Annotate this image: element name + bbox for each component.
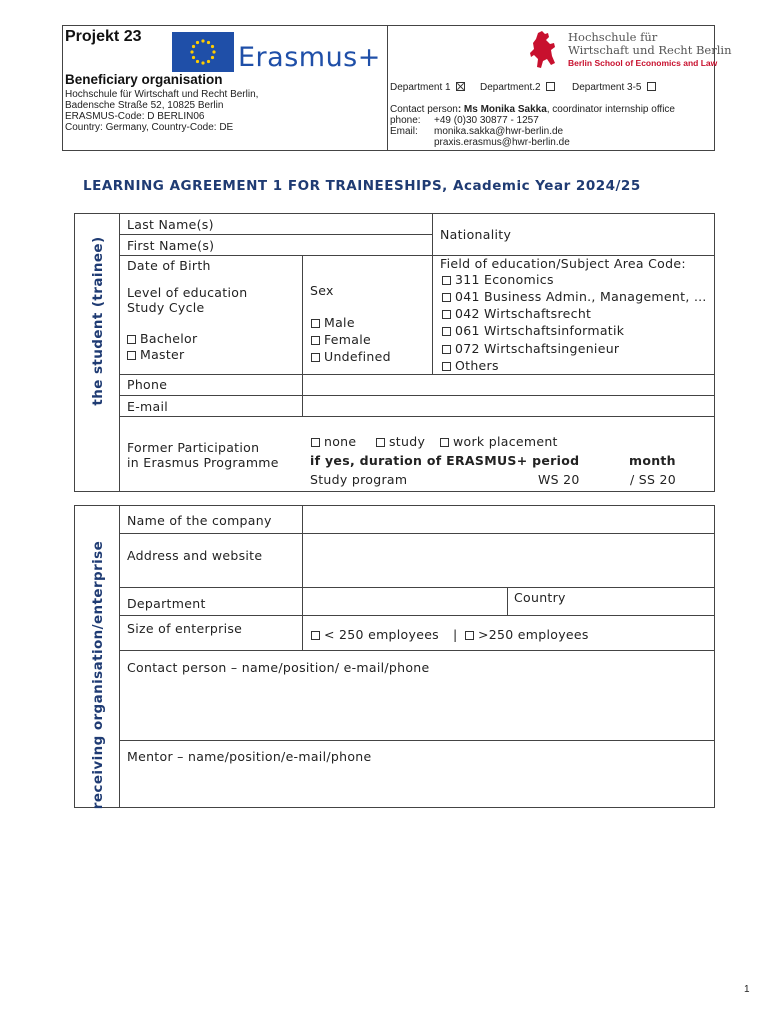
divider [120,587,714,588]
eu-flag-icon [172,32,234,72]
former-participation-label: Former Participation [127,440,260,455]
bachelor-label: Bachelor [140,331,198,346]
divider [120,650,714,651]
checkbox-icon [311,631,320,640]
duration-label: if yes, duration of ERASMUS+ period [310,453,580,468]
checkbox-icon [127,351,136,360]
female-checkbox[interactable] [311,332,371,347]
first-name-label: First Name(s) [127,238,215,253]
female-label: Female [324,332,371,347]
former-work-checkbox[interactable] [440,434,558,449]
checkbox-icon [311,336,320,345]
male-checkbox[interactable] [311,315,355,330]
bachelor-checkbox[interactable] [127,331,197,346]
work-placement-label: work placement [453,434,558,449]
field-label: 311 Economics [455,272,554,287]
checkbox-icon [311,353,320,362]
department-field[interactable] [304,589,506,614]
checkbox-icon [376,438,385,447]
divider [119,505,120,807]
beneficiary-line: Badensche Straße 52, 10825 Berlin [65,100,224,111]
divider [432,213,433,375]
hwr-name-line1: Hochschule für [568,30,658,44]
checkbox-icon [442,345,451,354]
department-3-5-checkbox[interactable] [572,82,660,93]
beneficiary-line: Hochschule für Wirtschaft und Recht Berlin, [65,89,259,100]
department-label: Department.2 [480,82,541,93]
size-label: Size of enterprise [127,621,243,636]
ws-label: WS 20 [538,472,580,487]
checkbox-icon [647,82,656,91]
contact-person-field[interactable] [121,676,711,738]
contact-person-label: Contact person – name/position/ e-mail/phone [127,660,430,675]
erasmus-logo-text: Erasmus+ [238,42,381,73]
checkbox-icon [311,319,320,328]
none-label: none [324,434,357,449]
field-checkbox-072[interactable] [442,341,619,356]
department-label: Department [127,596,206,611]
male-label: Male [324,315,355,330]
country-label: Country [514,590,566,605]
former-none-checkbox[interactable] [311,434,356,449]
undefined-label: Undefined [324,349,391,364]
contact-person-line [390,104,675,115]
email-value[interactable]: monika.sakka@hwr-berlin.de [434,126,564,137]
undefined-checkbox[interactable] [311,349,391,364]
checkbox-icon [442,293,451,302]
company-name-label: Name of the company [127,513,272,528]
phone-label: Phone [127,377,168,392]
size-large-checkbox[interactable] [465,627,589,642]
mentor-label: Mentor – name/position/e-mail/phone [127,749,372,764]
size-small-label: < 250 employees [324,627,439,642]
nationality-label: Nationality [440,227,512,242]
department-1-checkbox[interactable] [390,82,469,93]
checkbox-icon [442,310,451,319]
address-field[interactable] [304,535,712,586]
divider [120,615,714,616]
contact-prefix: Contact person [390,104,458,115]
checkbox-icon [127,335,136,344]
month-label: month [629,453,676,468]
beneficiary-line: Country: Germany, Country-Code: DE [65,122,234,133]
master-label: Master [140,347,185,362]
divider [120,416,714,417]
department-2-checkbox[interactable] [480,82,559,93]
size-separator: | [453,627,458,642]
header-divider [387,25,388,150]
student-side-label: the student (trainee) [90,236,106,406]
divider [507,587,508,616]
field-checkbox-042[interactable] [442,306,591,321]
ss-label: / SS 20 [630,472,677,487]
checkbox-icon [465,631,474,640]
enterprise-side-label: receiving organisation/enterprise [90,540,106,810]
former-study-checkbox[interactable] [376,434,425,449]
field-label: Others [455,358,499,373]
date-of-birth-label: Date of Birth [127,258,211,273]
page-title: LEARNING AGREEMENT 1 FOR TRAINEESHIPS, Academic Year 2024/25 [83,178,641,194]
field-label: 042 Wirtschaftsrecht [455,306,592,321]
size-small-checkbox[interactable] [311,627,439,642]
last-name-label: Last Name(s) [127,217,214,232]
study-program-label: Study program [310,472,408,487]
phone-label: phone: [390,115,421,126]
phone-value: +49 (0)30 30877 - 1257 [434,115,539,126]
divider [120,740,714,741]
project-label: Projekt 23 [65,28,142,45]
checkbox-icon [311,438,320,447]
beneficiary-line: ERASMUS-Code: D BERLIN06 [65,111,205,122]
address-label: Address and website [127,548,263,563]
divider [302,505,303,651]
checkbox-icon [442,362,451,371]
field-label: 041 Business Admin., Management, … [455,289,707,304]
email-label: Email: [390,126,418,137]
checkbox-icon [546,82,555,91]
divider [302,256,303,416]
checkbox-icon [440,438,449,447]
study-label: study [389,434,426,449]
field-label: 072 Wirtschaftsingenieur [455,341,620,356]
master-checkbox[interactable] [127,347,185,362]
contact-name: : Ms Monika Sakka [457,104,547,115]
email-label: E-mail [127,399,168,414]
field-label: 061 Wirtschaftsinformatik [455,323,625,338]
hwr-bear-icon [528,30,558,70]
checkbox-icon [442,276,451,285]
page-number: 1 [744,984,750,995]
email-value[interactable]: praxis.erasmus@hwr-berlin.de [434,137,570,148]
hwr-subtitle: Berlin School of Economics and Law [568,58,718,68]
checkbox-icon [442,327,451,336]
company-name-field[interactable] [304,507,712,532]
field-checkbox-311[interactable] [442,272,554,287]
divider [120,533,714,534]
erasmus-programme-label: in Erasmus Programme [127,455,279,470]
divider [120,374,714,375]
divider [120,234,432,235]
hwr-name-line2: Wirtschaft und Recht Berlin [568,43,732,57]
divider [120,395,714,396]
size-large-label: >250 employees [478,627,589,642]
checkbox-checked-icon [456,82,465,91]
field-checkbox-061[interactable] [442,323,624,338]
level-label: Level of education [127,285,248,300]
field-of-education-title: Field of education/Subject Area Code: [440,256,686,271]
department-label: Department 3-5 [572,82,642,93]
sex-label: Sex [310,283,334,298]
contact-role: , coordinator internship office [546,104,675,115]
beneficiary-title: Beneficiary organisation [65,72,223,87]
field-checkbox-others[interactable] [442,358,499,373]
field-checkbox-041[interactable] [442,289,707,304]
department-label: Department 1 [390,82,451,93]
mentor-field[interactable] [121,766,711,804]
study-cycle-label: Study Cycle [127,300,205,315]
